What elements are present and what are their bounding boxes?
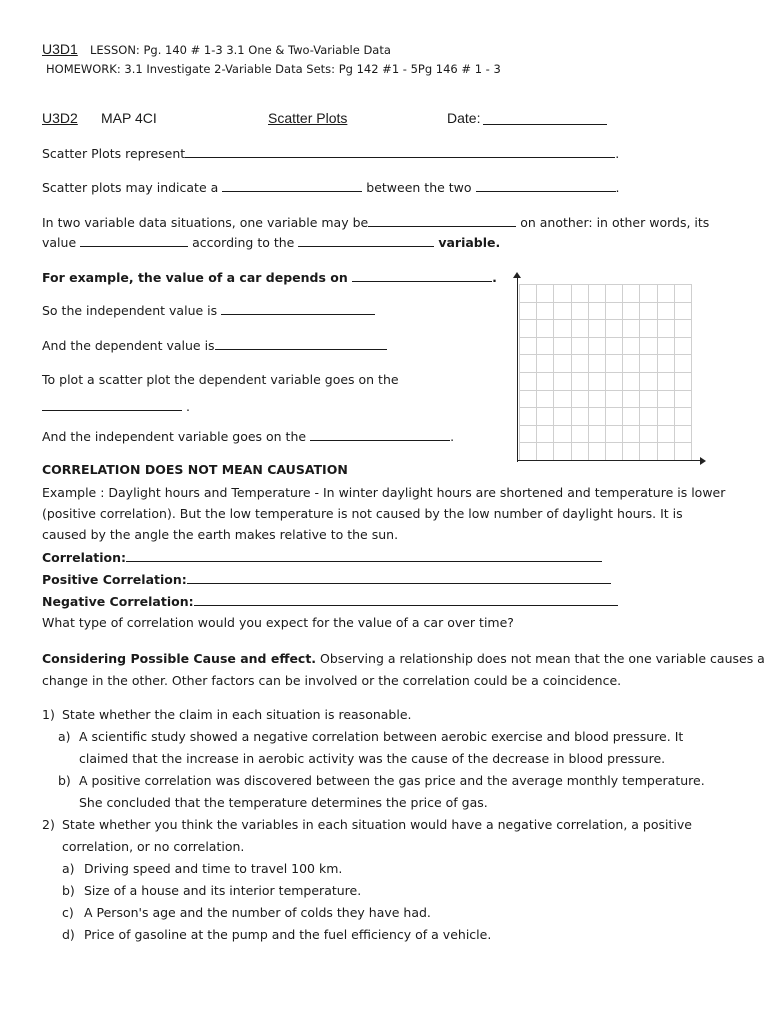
- represent-line: Scatter Plots represent .: [42, 146, 620, 161]
- indicate-blank-2[interactable]: [476, 179, 616, 192]
- twovar-text-b: on another: in other words, its: [520, 215, 710, 230]
- dependent-blank[interactable]: [215, 337, 387, 350]
- lesson-line: LESSON: Pg. 140 # 1-3 3.1 One & Two-Variable Data: [90, 43, 391, 57]
- correlation-example-1: Example : Daylight hours and Temperature - In winter daylight hours are shortened and temperature is lower: [42, 485, 726, 500]
- unit-code-u3d1: U3D1: [42, 41, 78, 57]
- q1b-label: b): [58, 773, 71, 788]
- q2d-label: d): [62, 927, 75, 942]
- homework-line: HOMEWORK: 3.1 Investigate 2-Variable Data Sets: Pg 142 #1 - 5Pg 146 # 1 - 3: [46, 62, 501, 76]
- value-text-a: value: [42, 235, 77, 250]
- positive-def-line: [42, 571, 611, 588]
- indicate-line: Scatter plots may indicate a between the two .: [42, 180, 620, 195]
- q1a-line-1: A scientific study showed a negative correlation between aerobic exercise and blood pressure. It: [79, 729, 684, 744]
- value-line: [42, 234, 500, 251]
- grid-line-horizontal: [519, 372, 691, 373]
- date-label: Date:: [447, 110, 481, 126]
- dependent-line: [42, 337, 387, 354]
- unit-code-u3d2: U3D2: [42, 110, 78, 126]
- y-axis-arrow-icon: [513, 272, 521, 278]
- positive-blank[interactable]: [187, 571, 611, 584]
- value-text-b: according to the: [192, 235, 295, 250]
- grid-line-horizontal: [519, 284, 691, 285]
- q1-number: 1): [42, 707, 55, 722]
- example-car-text: For example, the value of a car depends on: [42, 270, 348, 285]
- x-axis: [517, 460, 701, 461]
- represent-text: Scatter Plots represent: [42, 146, 186, 161]
- grid-line-horizontal: [519, 407, 691, 408]
- grid-line-horizontal: [519, 319, 691, 320]
- independent-text: So the independent value is: [42, 303, 218, 318]
- scatter-grid: [519, 284, 691, 460]
- plot-dep-line: .: [42, 398, 190, 415]
- plot-dep-blank[interactable]: [42, 398, 182, 411]
- negative-blank[interactable]: [194, 593, 618, 606]
- cause-text-1: Observing a relationship does not mean that the one variable causes a: [316, 651, 765, 666]
- grid-line-horizontal: [519, 390, 691, 391]
- correlation-example-2: (positive correlation). But the low temperature is not caused by the low number of daylight hours. It is: [42, 506, 683, 521]
- q2-text-2: correlation, or no correlation.: [62, 839, 245, 854]
- q2-number: 2): [42, 817, 55, 832]
- independent-blank[interactable]: [221, 302, 375, 315]
- negative-label: Negative Correlation:: [42, 594, 194, 609]
- cause-line-2: change in the other. Other factors can be involved or the correlation could be a coincidence.: [42, 673, 622, 688]
- q2-text-1: State whether you think the variables in each situation would have a negative correlation, a positive: [62, 817, 692, 832]
- plot-dep-text: To plot a scatter plot the dependent variable goes on the: [42, 372, 399, 387]
- course-code: MAP 4CI: [101, 110, 157, 126]
- q2a-text: Driving speed and time to travel 100 km.: [84, 861, 343, 876]
- q2b-text: Size of a house and its interior temperature.: [84, 883, 362, 898]
- indicate-blank-1[interactable]: [222, 179, 362, 192]
- q1b-line-2: She concluded that the temperature determines the price of gas.: [79, 795, 488, 810]
- correlation-label: Correlation:: [42, 550, 127, 565]
- grid-line-vertical: [691, 284, 692, 460]
- grid-line-horizontal: [519, 302, 691, 303]
- q2c-text: A Person's age and the number of colds they have had.: [84, 905, 431, 920]
- correlation-heading: CORRELATION DOES NOT MEAN CAUSATION: [42, 462, 348, 477]
- twovar-text-a: In two variable data situations, one variable may be: [42, 215, 369, 230]
- q1a-line-2: claimed that the increase in aerobic activity was the cause of the decrease in blood pressure.: [79, 751, 666, 766]
- positive-label: Positive Correlation:: [42, 572, 187, 587]
- example-car-blank[interactable]: [352, 269, 492, 282]
- q2d-text: Price of gasoline at the pump and the fuel efficiency of a vehicle.: [84, 927, 492, 942]
- indicate-text-a: Scatter plots may indicate a: [42, 180, 219, 195]
- grid-line-horizontal: [519, 425, 691, 426]
- q1a-label: a): [58, 729, 71, 744]
- correlation-def-line: [42, 549, 602, 566]
- x-axis-arrow-icon: [700, 457, 706, 465]
- correlation-blank[interactable]: [126, 549, 602, 562]
- twovar-blank[interactable]: [368, 214, 516, 227]
- grid-line-horizontal: [519, 337, 691, 338]
- negative-def-line: [42, 593, 618, 610]
- plot-ind-text: And the independent variable goes on the: [42, 429, 307, 444]
- plot-ind-line: And the independent variable goes on the .: [42, 429, 455, 444]
- plot-ind-blank[interactable]: [310, 428, 450, 441]
- q2a-label: a): [62, 861, 75, 876]
- date-blank[interactable]: [483, 112, 607, 125]
- y-axis: [517, 276, 518, 462]
- indicate-text-b: between the two: [366, 180, 472, 195]
- q1-text: State whether the claim in each situation is reasonable.: [62, 707, 412, 722]
- example-car-line: For example, the value of a car depends on .: [42, 270, 497, 285]
- page-title: Scatter Plots: [268, 110, 348, 126]
- car-value-question: What type of correlation would you expect for the value of a car over time?: [42, 615, 514, 630]
- independent-line: [42, 302, 375, 319]
- correlation-example-3: caused by the angle the earth makes relative to the sun.: [42, 527, 399, 542]
- q1b-line-1: A positive correlation was discovered between the gas price and the average monthly temperature.: [79, 773, 705, 788]
- cause-heading: Considering Possible Cause and effect.: [42, 651, 317, 666]
- cause-line-1: [42, 651, 765, 667]
- q2c-label: c): [62, 905, 74, 920]
- value-text-c: variable.: [438, 235, 501, 250]
- dependent-text: And the dependent value is: [42, 338, 215, 353]
- value-blank-1[interactable]: [80, 234, 188, 247]
- twovar-line: [42, 214, 709, 231]
- value-blank-2[interactable]: [298, 234, 434, 247]
- grid-line-horizontal: [519, 354, 691, 355]
- q2b-label: b): [62, 883, 75, 898]
- grid-line-horizontal: [519, 442, 691, 443]
- represent-blank[interactable]: [185, 145, 615, 158]
